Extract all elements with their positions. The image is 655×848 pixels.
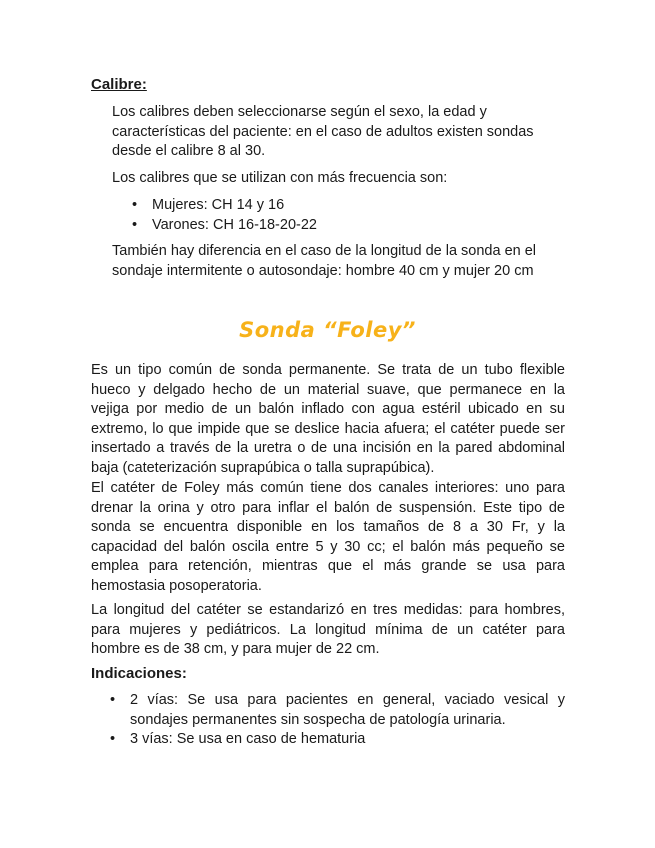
foley-paragraph-1: Es un tipo común de sonda permanente. Se trata de un tubo flexible hueco y delgado hecho de un material suave, que permanece en la vejiga por medio de un balón inflado con agua estéril ubicado en su extremo, lo que impide que se deslice hacia afuera; el catéter puede ser insertado a través de la uretra o de una incisión en la pared abdominal baja (cateterización suprapúbica o talla suprapúbica). — [91, 362, 565, 476]
list-item: • Varones: CH 16-18-20-22 — [152, 216, 572, 236]
list-item: • Mujeres: CH 14 y 16 — [152, 196, 572, 216]
indicaciones-list — [110, 691, 565, 750]
list-item: • 3 vías: Se usa en caso de hematuria — [130, 730, 565, 750]
foley-title: Sonda “Foley” — [239, 318, 416, 342]
bullet-icon: • — [132, 216, 138, 233]
calibre-list — [132, 196, 572, 235]
indicaciones-heading: Indicaciones: — [91, 665, 187, 682]
calibre-paragraph-3: También hay diferencia en el caso de la longitud de la sonda en el sondaje intermitente o autosondaje: hombre 40 cm y mujer 20 cm — [112, 243, 537, 279]
bullet-icon: • — [110, 731, 116, 747]
bullet-icon: • — [132, 197, 138, 213]
bullet-icon: • — [110, 692, 116, 708]
foley-paragraph-3: La longitud del catéter se estandarizó en tres medidas: para hombres, para mujeres y pediátricos. La longitud mínima de un catéter para hombre es de 38 cm, y para mujer de 22 cm. — [91, 602, 565, 657]
calibre-paragraph-2: Los calibres que se utilizan con más frecuencia son: — [112, 170, 448, 186]
calibre-paragraph-1: Los calibres deben seleccionarse según el sexo, la edad y características del paciente: en el caso de adultos existen sondas desde el calibre 8 al 30. — [112, 104, 534, 159]
list-item: • 2 vías: Se usa para pacientes en general, vaciado vesical y sondajes permanentes sin sospecha de patología urinaria. — [110, 692, 565, 728]
foley-paragraph-2: El catéter de Foley más común tiene dos canales interiores: uno para drenar la orina y otro para inflar el balón de suspensión. Este tipo de sonda se encuentra disponible en los tamaños de 8 a 30 Fr, y la capacidad del balón oscila entre 5 y 30 cc; el balón más pequeño se emplea para retención, mientras que el más grande se usa para hemostasia posoperatoria. — [91, 480, 565, 594]
calibre-heading: Calibre: — [91, 76, 147, 93]
